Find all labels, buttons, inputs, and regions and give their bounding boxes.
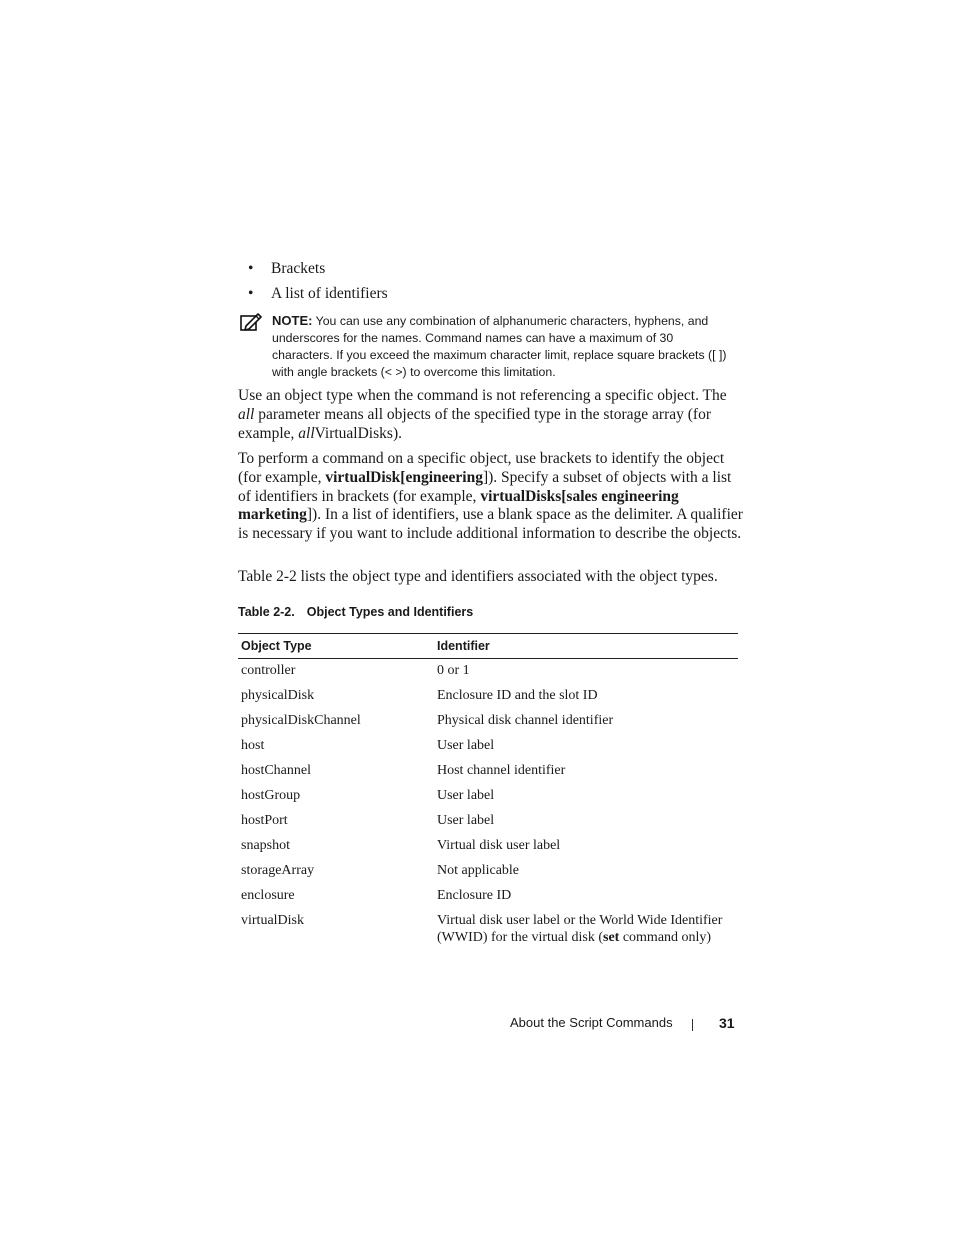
bullet-text: Brackets [271,260,326,277]
cell-identifier: 0 or 1 [437,663,470,678]
bullet-list [248,258,728,308]
cell-object-type: controller [241,663,296,678]
cell-identifier: Physical disk channel identifier [437,713,614,728]
table-header-row [238,633,738,659]
pencil-note-icon [240,312,262,332]
bullet-item [248,258,728,283]
cell-identifier: Virtual disk user label [437,838,561,853]
table-row [238,834,738,859]
object-types-table [238,633,738,946]
text-run: Use an object type when the command is not referencing a specific object. The [238,387,727,404]
text-run: To perform a command on a specific object, use brackets to identify the object (for example, [238,450,725,486]
cell-identifier: Host channel identifier [437,763,566,778]
paragraph-object-type [238,387,743,443]
table-caption [238,605,473,619]
cell-object-type: physicalDiskChannel [241,713,361,728]
cell-object-type: storageArray [241,863,315,878]
text-run: ]). In a list of identifiers, use a blank space as the delimiter. A qualifier is necessary if you want to include additional information to describe the objects. [238,506,743,543]
table-row [238,809,738,834]
text-run-bold: set [603,930,620,945]
table-row [238,709,738,734]
cell-object-type: enclosure [241,888,295,903]
table-row [238,884,738,909]
note-body: You can use any combination of alphanumeric characters, hyphens, and underscores for the names. Command names can have a maximum of 30 characters. If you exceed the maximum character limit, replace square brackets ([ ]) with angle brackets (< >) to overcome this limitation. [272,314,727,379]
bullet-icon: • [248,285,254,302]
cell-object-type: snapshot [241,838,290,853]
cell-object-type: host [241,738,265,753]
text-run: command only) [619,930,712,945]
cell-object-type: virtualDisk [241,913,304,928]
table-row [238,684,738,709]
text-run-bold: virtualDisk[engineering [325,468,483,486]
paragraph-brackets [238,450,743,544]
cell-object-type: hostPort [241,813,288,828]
footer-title: About the Script Commands [510,1015,673,1030]
cell-identifier [437,912,737,946]
table-row [238,859,738,884]
text-run: ). [392,424,402,442]
note-label: NOTE: [272,313,313,328]
bullet-text: A list of identifiers [271,285,388,302]
bullet-icon: • [248,260,254,277]
table-row [238,784,738,809]
text-run-italic: all [238,405,255,423]
bullet-item [248,283,728,308]
text-run: Virtual disk user label or the World Wide Identifier (WWID) for the virtual disk ( [437,913,723,945]
note-text [272,312,737,381]
table-row [238,909,738,946]
cell-identifier: User label [437,813,495,828]
table-row [238,659,738,684]
cell-identifier: User label [437,738,495,753]
cell-identifier: Enclosure ID and the slot ID [437,688,598,703]
cell-object-type: hostChannel [241,763,311,778]
cell-object-type: physicalDisk [241,688,315,703]
text-run: VirtualDisks [314,424,393,442]
cell-identifier: User label [437,788,495,803]
table-caption-title: Object Types and Identifiers [306,605,474,619]
cell-identifier: Enclosure ID [437,888,512,903]
text-run: parameter means all objects of the specified type in the storage array (for example, [238,405,711,442]
footer-divider [692,1019,693,1031]
table-caption-label: Table 2-2. [238,605,295,619]
page-footer [510,1015,735,1035]
text-run-italic: all [298,424,315,442]
text-run: ]). Specify a subset of objects with a list of identifiers in brackets (for example, [238,468,732,505]
page-number: 31 [719,1015,735,1031]
header-object-type: Object Type [241,639,312,653]
text-run-bold: virtualDisks[sales engineering marketing [238,487,679,524]
cell-identifier: Not applicable [437,863,520,878]
table-row [238,734,738,759]
paragraph-table-intro: Table 2-2 lists the object type and identifiers associated with the object types. [238,568,718,585]
table-row [238,759,738,784]
cell-object-type: hostGroup [241,788,301,803]
header-identifier: Identifier [437,639,490,653]
